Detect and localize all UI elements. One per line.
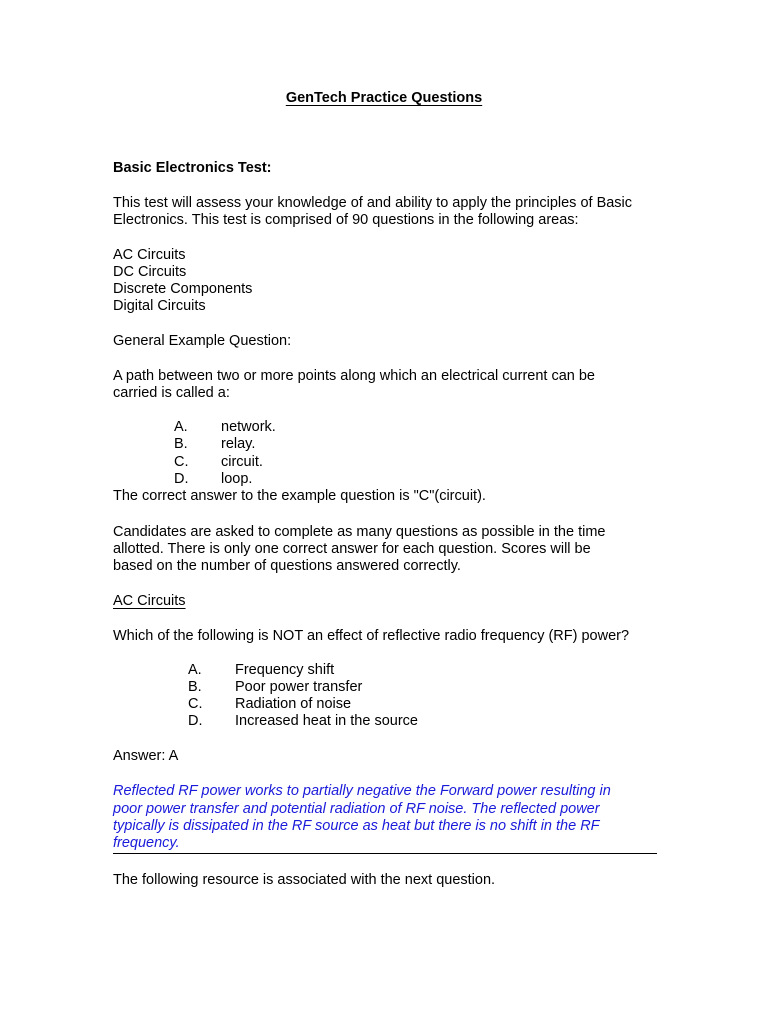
option-text-c: Radiation of noise bbox=[235, 696, 352, 712]
explanation-line-4: frequency. bbox=[113, 835, 180, 851]
option-text-a: Frequency shift bbox=[235, 662, 335, 678]
instructions-line-1: Candidates are asked to complete as many questions as possible in the time bbox=[113, 524, 606, 540]
explanation-line-2: poor power transfer and potential radiation of RF noise. The reflected power bbox=[113, 801, 600, 817]
instructions-line-3: based on the number of questions answered correctly. bbox=[113, 558, 461, 574]
example-label: General Example Question: bbox=[113, 333, 292, 349]
document-title bbox=[0, 90, 768, 107]
explanation-divider bbox=[113, 853, 657, 854]
example-option-text-c: circuit. bbox=[221, 454, 263, 470]
explanation-line-3: typically is dissipated in the RF source as heat but there is no shift in the RF bbox=[113, 818, 600, 834]
document-title-text: GenTech Practice Questions bbox=[285, 90, 483, 106]
instructions-line-2: allotted. There is only one correct answer for each question. Scores will be bbox=[113, 541, 591, 557]
example-question-line-1: A path between two or more points along which an electrical current can be bbox=[113, 368, 595, 384]
intro-line-2: Electronics. This test is comprised of 90 questions in the following areas: bbox=[113, 212, 579, 228]
area-item-digital: Digital Circuits bbox=[113, 298, 206, 314]
option-letter-b: B. bbox=[188, 679, 202, 695]
example-option-text-a: network. bbox=[221, 419, 276, 435]
option-letter-d: D. bbox=[188, 713, 203, 729]
example-option-letter-c: C. bbox=[174, 454, 189, 470]
option-text-d: Increased heat in the source bbox=[235, 713, 418, 729]
area-item-ac: AC Circuits bbox=[113, 247, 186, 263]
example-option-letter-d: D. bbox=[174, 471, 189, 487]
area-item-discrete: Discrete Components bbox=[113, 281, 253, 297]
example-option-letter-a: A. bbox=[174, 419, 188, 435]
option-text-b: Poor power transfer bbox=[235, 679, 363, 695]
option-letter-a: A. bbox=[188, 662, 202, 678]
explanation-line-1: Reflected RF power works to partially negative the Forward power resulting in bbox=[113, 783, 611, 799]
example-option-text-b: relay. bbox=[221, 436, 256, 452]
section-heading: Basic Electronics Test: bbox=[113, 160, 272, 176]
question-text: Which of the following is NOT an effect of reflective radio frequency (RF) power? bbox=[113, 628, 630, 644]
resource-note: The following resource is associated with the next question. bbox=[113, 872, 496, 888]
example-answer: The correct answer to the example question is "C"(circuit). bbox=[113, 488, 486, 504]
example-question-line-2: carried is called a: bbox=[113, 385, 230, 401]
example-option-letter-b: B. bbox=[174, 436, 188, 452]
area-item-dc: DC Circuits bbox=[113, 264, 187, 280]
example-option-text-d: loop. bbox=[221, 471, 253, 487]
answer-text: Answer: A bbox=[113, 748, 179, 764]
intro-line-1: This test will assess your knowledge of and ability to apply the principles of Basic bbox=[113, 195, 633, 211]
option-letter-c: C. bbox=[188, 696, 203, 712]
subsection-heading: AC Circuits bbox=[113, 593, 186, 609]
